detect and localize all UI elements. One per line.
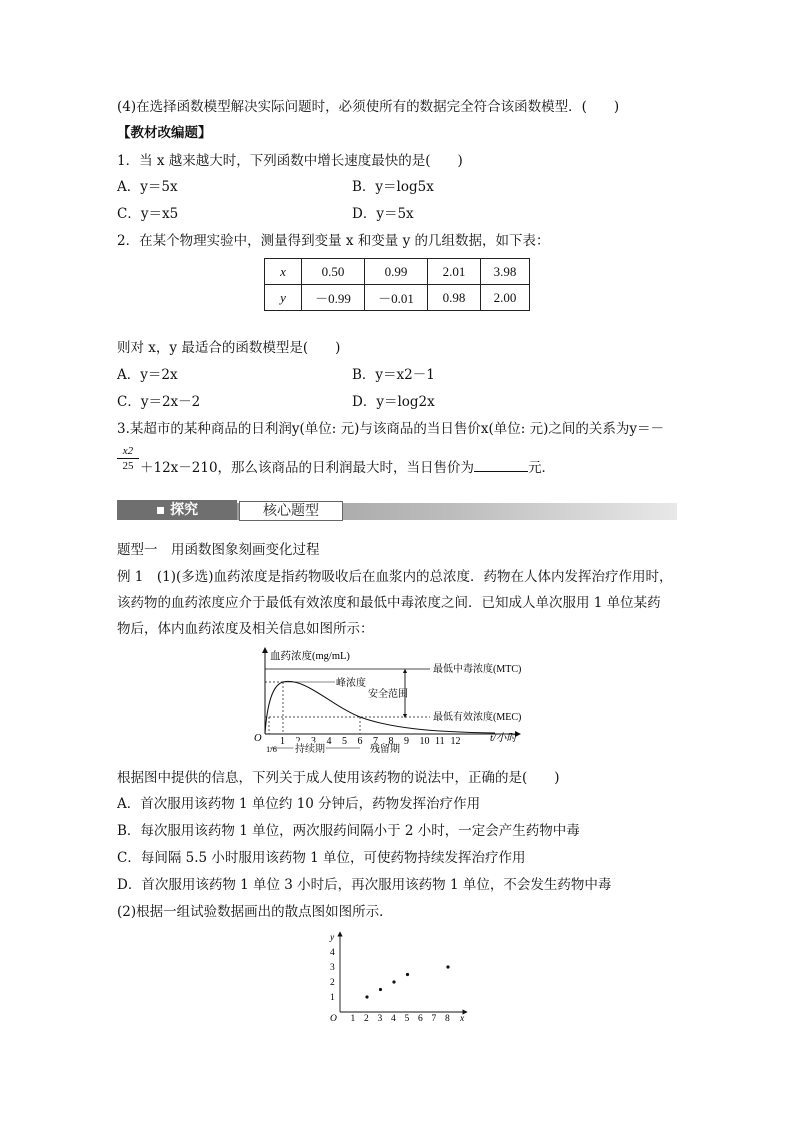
scatter-y-label: y (330, 933, 335, 943)
fraction (117, 444, 139, 473)
table-cell: 2.00 (481, 285, 530, 311)
scatter-point (392, 980, 395, 983)
topic-title: 题型一 用函数图象刻画变化过程 (117, 542, 320, 558)
table-cell: －0.99 (302, 285, 365, 311)
question-1: 1．当 x 越来越大时，下列函数中增长速度最快的是( ) (117, 153, 463, 169)
x-tick-label: 8 (388, 736, 394, 747)
q3-text: ＋12x－210，那么该商品的日利润最大时，当日售价为 (140, 460, 475, 476)
x-tick-label: 10 (419, 736, 430, 747)
answer-blank[interactable] (474, 459, 528, 472)
duration-label: 持续期 (295, 744, 325, 755)
question-2: 2．在某个物理实验中，测量得到变量 x 和变量 y 的几组数据，如下表： (117, 233, 550, 249)
x-tick-label: 4 (326, 736, 332, 747)
residual-label: 残留期 (370, 744, 400, 755)
x-tick-label: 5 (342, 736, 347, 747)
mec-label: 最低有效浓度(MEC) (433, 712, 522, 723)
scatter-x-tick: 1 (350, 1014, 356, 1024)
sixth-label: 1/6 (266, 744, 277, 754)
scatter-x-label: x (460, 1014, 465, 1024)
fraction-denominator: 25 (117, 458, 139, 473)
x-tick-label: 2 (295, 736, 301, 747)
fraction-numerator: x2 (122, 445, 134, 457)
scatter-x-tick: 6 (418, 1014, 423, 1024)
q2-option-d: D．y＝log2x (352, 394, 435, 410)
scatter-y-tick: 2 (330, 978, 335, 988)
scatter-x-tick: 5 (404, 1014, 410, 1024)
scatter-point (406, 973, 409, 976)
drug-concentration-chart (250, 645, 540, 755)
scatter-point (446, 965, 449, 968)
scatter-y-tick: 3 (330, 963, 335, 973)
table-cell: 3.98 (481, 259, 530, 285)
x-tick-label: 6 (357, 736, 363, 747)
section-banner (117, 500, 677, 522)
scatter-chart (322, 928, 472, 1024)
scatter-y-tick: 1 (330, 993, 335, 1003)
example-1-question: 根据图中提供的信息，下列关于成人使用该药物的说法中，正确的是( ) (117, 770, 560, 786)
table-cell: x (265, 259, 302, 285)
q1-option-d: D．y＝5x (352, 206, 414, 222)
origin-label: O (254, 733, 262, 744)
example-1-option-c: C．每间隔 5.5 小时服用该药物 1 单位，可使药物持续发挥治疗作用 (117, 850, 526, 866)
scatter-points (365, 965, 449, 998)
table-row (265, 259, 530, 285)
example-1-option-b: B．每次服用该药物 1 单位，两次服药间隔小于 2 小时，一定会产生药物中毒 (117, 823, 580, 839)
question-3: 3.某超市的某种商品的日利润y(单位: 元)与该商品的当日售价x(单位: 元)之间的关系为y＝－ (117, 421, 664, 437)
peak-label: 峰浓度 (336, 678, 366, 689)
q1-option-c: C．y＝x5 (117, 206, 179, 222)
table-row (265, 285, 530, 311)
x-axis-label: t/小时 (490, 733, 517, 744)
scatter-y-ticks (330, 948, 335, 1003)
x-tick-label: 3 (311, 736, 316, 747)
section-tag: 【教材改编题】 (117, 125, 212, 141)
q2-prompt: 则对 x，y 最适合的函数模型是( ) (117, 340, 341, 356)
scatter-x-tick: 7 (431, 1014, 437, 1024)
x-tick-label: 9 (404, 736, 409, 747)
safe-range-label: 安全范围 (368, 689, 408, 700)
scatter-point (365, 995, 368, 998)
banner-explore-label: ▪ 探究 (117, 500, 237, 520)
q1-option-b: B．y＝log5x (352, 179, 434, 195)
table-cell: 0.50 (302, 259, 365, 285)
scatter-origin: O (330, 1014, 337, 1024)
x-tick-label: 7 (373, 736, 378, 747)
table-cell: －0.01 (365, 285, 428, 311)
scatter-point (379, 988, 382, 991)
example-1-part-2: (2)根据一组试验数据画出的散点图如图所示． (117, 904, 393, 920)
q2-option-b: B．y＝x2－1 (352, 367, 435, 383)
table-cell: 0.99 (365, 259, 428, 285)
scatter-x-tick: 3 (377, 1014, 383, 1024)
x-tick-label: 12 (450, 736, 461, 747)
y-axis-label: 血药浓度(mg/mL) (270, 651, 350, 662)
mtc-label: 最低中毒浓度(MTC) (433, 664, 522, 675)
x-tick-label: 1 (280, 736, 285, 747)
q1-option-a: A．y＝5x (117, 179, 178, 195)
statement-4: (4)在选择函数模型解决实际问题时，必须使所有的数据完全符合该函数模型．( ) (117, 99, 620, 115)
banner-core-label: 核心题型 (239, 501, 343, 521)
table-cell: 2.01 (428, 259, 481, 285)
q3-tail: 元． (528, 460, 556, 476)
table-cell: y (265, 285, 302, 311)
data-table (264, 258, 530, 311)
scatter-x-tick: 2 (364, 1014, 369, 1024)
scatter-x-ticks (351, 1014, 451, 1024)
x-tick-label: 11 (435, 736, 445, 747)
q3-continuation (140, 459, 555, 477)
q2-option-c: C．y＝2x－2 (117, 394, 201, 410)
scatter-y-tick: 4 (330, 948, 335, 958)
example-1-line-3: 物后，体内血药浓度及相关信息如图所示： (117, 621, 374, 637)
scatter-x-tick: 4 (391, 1014, 396, 1024)
example-1-line-1: 例 1 (1)(多选)血药浓度是指药物吸收后在血浆内的总浓度．药物在人体内发挥治疗作用时， (117, 569, 673, 585)
q2-option-a: A．y＝2x (117, 367, 178, 383)
scatter-x-tick: 8 (445, 1014, 450, 1024)
example-1-option-a: A．首次服用该药物 1 单位约 10 分钟后，药物发挥治疗作用 (117, 796, 481, 812)
example-1-option-d: D．首次服用该药物 1 单位 3 小时后，再次服用该药物 1 单位，不会发生药物中毒 (117, 877, 612, 893)
example-1-line-2: 该药物的血药浓度应介于最低有效浓度和最低中毒浓度之间．已知成人单次服用 1 单位某药 (117, 595, 661, 611)
table-cell: 0.98 (428, 285, 481, 311)
